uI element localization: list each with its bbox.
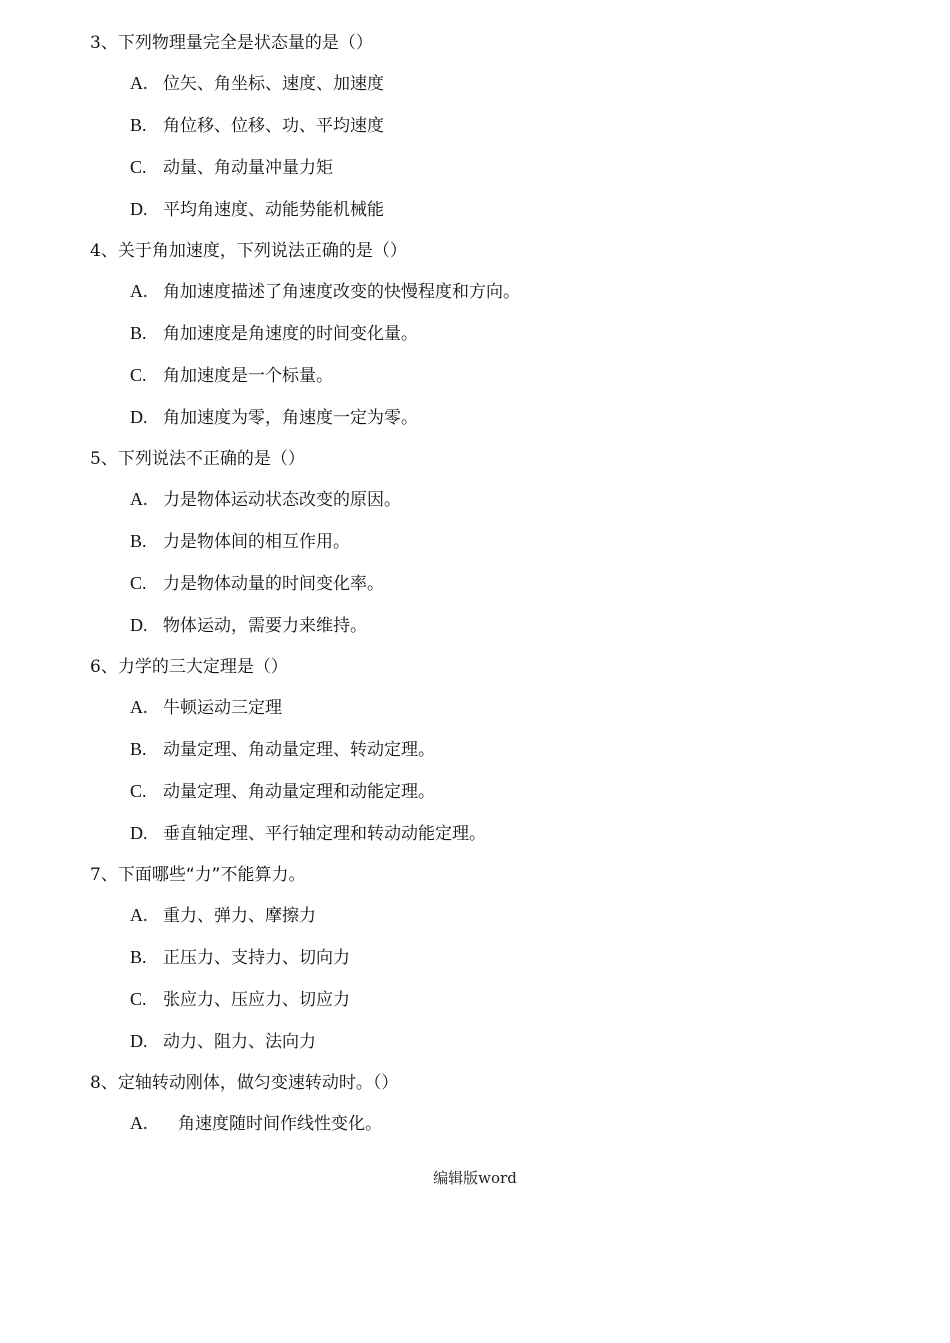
option-letter: D.: [130, 407, 148, 427]
question-7: [90, 865, 305, 885]
option-text: 角加速度是角速度的时间变化量。: [163, 324, 418, 344]
question-number: 6: [90, 657, 101, 677]
option-7-d: [130, 1031, 316, 1052]
option-letter: D.: [130, 1031, 148, 1051]
option-letter: D.: [130, 615, 148, 635]
option-text: 平均角速度、动能势能机械能: [163, 200, 384, 220]
option-text: 物体运动，需要力来维持。: [163, 616, 367, 636]
option-letter: C.: [130, 781, 147, 801]
option-3-a: [130, 73, 384, 94]
option-text: 角位移、位移、功、平均速度: [163, 116, 384, 136]
option-letter: C.: [130, 157, 147, 177]
option-text: 张应力、压应力、切应力: [163, 990, 350, 1010]
option-4-b: [130, 323, 418, 344]
option-5-c: [130, 573, 384, 594]
question-separator: 、: [100, 241, 118, 261]
question-separator: 、: [100, 33, 118, 53]
option-text: 重力、弹力、摩擦力: [163, 906, 316, 926]
option-text: 角加速度是一个标量。: [163, 366, 333, 386]
question-number: 4: [90, 241, 101, 261]
option-letter: D.: [130, 199, 148, 219]
option-text: 动力、阻力、法向力: [163, 1032, 316, 1052]
question-number: 7: [90, 865, 101, 885]
option-letter: A.: [130, 1113, 148, 1133]
option-4-d: [130, 407, 418, 428]
option-letter: B.: [130, 531, 147, 551]
option-letter: B.: [130, 947, 147, 967]
option-letter: A.: [130, 281, 148, 301]
option-letter: C.: [130, 365, 147, 385]
option-letter: C.: [130, 573, 147, 593]
option-text: 力是物体间的相互作用。: [163, 532, 350, 552]
option-5-d: [130, 615, 367, 636]
option-letter: B.: [130, 323, 147, 343]
option-letter: C.: [130, 989, 147, 1009]
option-text: 动量定理、角动量定理和动能定理。: [163, 782, 435, 802]
question-separator: 、: [100, 865, 118, 885]
option-text: 角速度随时间作线性变化。: [178, 1114, 382, 1134]
option-letter: B.: [130, 115, 147, 135]
option-text: 垂直轴定理、平行轴定理和转动动能定理。: [163, 824, 486, 844]
option-7-a: [130, 905, 316, 926]
option-4-a: [130, 281, 520, 302]
option-text: 位矢、角坐标、速度、加速度: [163, 74, 384, 94]
option-4-c: [130, 365, 333, 386]
question-number: 3: [90, 33, 101, 53]
question-separator: 、: [100, 1073, 118, 1093]
option-letter: B.: [130, 739, 147, 759]
option-6-c: [130, 781, 435, 802]
option-text: 力是物体动量的时间变化率。: [163, 574, 384, 594]
option-5-a: [130, 489, 401, 510]
question-separator: 、: [100, 449, 118, 469]
option-6-a: [130, 697, 282, 718]
option-letter: A.: [130, 73, 148, 93]
question-text: 定轴转动刚体，做匀变速转动时。（）: [117, 1073, 399, 1093]
option-letter: D.: [130, 823, 148, 843]
question-text: 下面哪些“力”不能算力。: [117, 865, 306, 885]
question-text: 下列物理量完全是状态量的是（）: [117, 33, 373, 53]
option-7-b: [130, 947, 350, 968]
question-number: 5: [90, 449, 101, 469]
option-text: 动量定理、角动量定理、转动定理。: [163, 740, 435, 760]
option-text: 动量、角动量冲量力矩: [163, 158, 333, 178]
option-6-d: [130, 823, 486, 844]
option-3-c: [130, 157, 333, 178]
option-text: 角加速度描述了角速度改变的快慢程度和方向。: [163, 282, 520, 302]
question-text: 下列说法不正确的是（）: [117, 449, 305, 469]
question-separator: 、: [100, 657, 118, 677]
question-8: [90, 1073, 398, 1093]
option-7-c: [130, 989, 350, 1010]
option-6-b: [130, 739, 435, 760]
option-text: 角加速度为零，角速度一定为零。: [163, 408, 418, 428]
option-5-b: [130, 531, 350, 552]
option-text: 正压力、支持力、切向力: [163, 948, 350, 968]
question-text: 力学的三大定理是（）: [117, 657, 288, 677]
option-text: 力是物体运动状态改变的原因。: [163, 490, 401, 510]
option-8-a: [130, 1113, 382, 1134]
page-footer: 编辑版word: [433, 1169, 517, 1187]
question-3: [90, 33, 373, 53]
option-3-b: [130, 115, 384, 136]
question-6: [90, 657, 288, 677]
question-5: [90, 449, 305, 469]
option-letter: A.: [130, 489, 148, 509]
option-letter: A.: [130, 905, 148, 925]
option-3-d: [130, 199, 384, 220]
question-4: [90, 241, 407, 261]
question-number: 8: [90, 1073, 101, 1093]
option-letter: A.: [130, 697, 148, 717]
question-text: 关于角加速度，下列说法正确的是（）: [117, 241, 407, 261]
option-text: 牛顿运动三定理: [163, 698, 282, 718]
